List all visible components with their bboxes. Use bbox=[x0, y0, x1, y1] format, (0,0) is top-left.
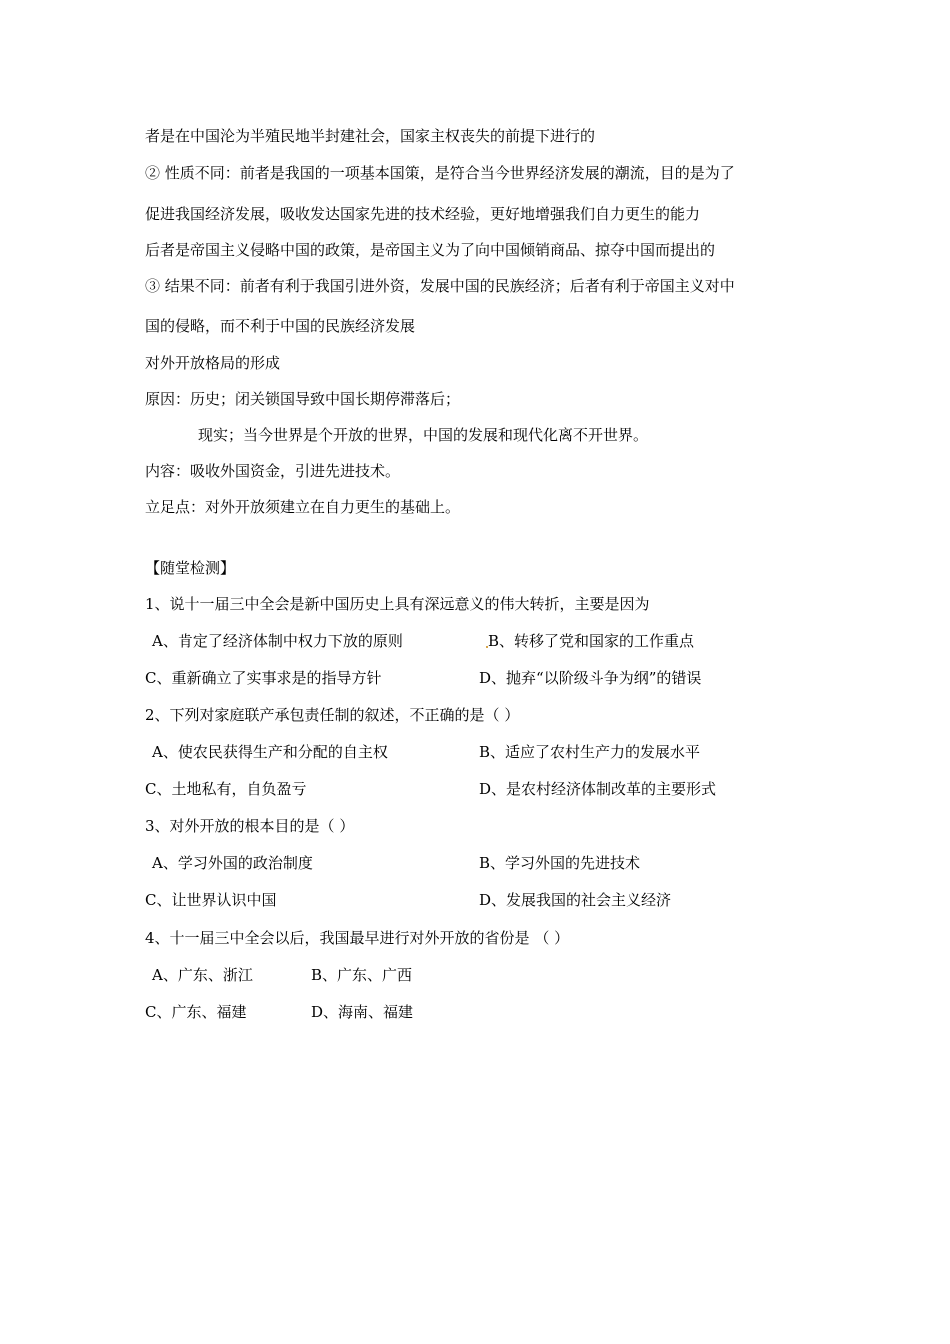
q1-stem-part-b: ，主要是因为 bbox=[559, 595, 650, 613]
opening-heading: 对外开放格局的形成 bbox=[145, 354, 281, 372]
q3-option-a: A、学习外国的政治制度 bbox=[152, 854, 313, 872]
summary-line-6: 国的侵略，而不利于中国的民族经济发展 bbox=[145, 317, 416, 335]
q4-option-a: A、广东、浙江 bbox=[152, 966, 253, 984]
q3-option-c: C、让世界认识中国 bbox=[145, 891, 277, 909]
q4-option-c: C、广东、福建 bbox=[145, 1003, 247, 1021]
q3-stem: 3、对外开放的根本目的是（ ） bbox=[145, 817, 355, 835]
q1-option-d: D、抛弃“以阶级斗争为纲”的错误 bbox=[479, 669, 702, 687]
q2-stem: 2、下列对家庭联产承包责任制的叙述，不正确的是（ ） bbox=[145, 706, 520, 724]
q4-option-b: B、广东、广西 bbox=[311, 966, 413, 984]
summary-line-5: ③ 结果不同：前者有利于我国引进外资，发展中国的民族经济；后者有利于帝国主义对中 bbox=[145, 277, 735, 295]
opening-reason-reality: 现实；当今世界是个开放的世界，中国的发展和现代化离不开世界。 bbox=[198, 426, 649, 444]
q4-stem: 4、十一届三中全会以后，我国最早进行对外开放的省份是 （ ） bbox=[145, 929, 570, 947]
q1-stem bbox=[145, 594, 650, 614]
q4-option-d: D、海南、福建 bbox=[311, 1003, 414, 1021]
q2-option-b: B、适应了农村生产力的发展水平 bbox=[479, 743, 701, 761]
opening-content: 内容：吸收外国资金，引进先进技术。 bbox=[145, 462, 401, 480]
q3-option-b: B、学习外国的先进技术 bbox=[479, 854, 641, 872]
summary-line-1: 者是在中国沦为半殖民地半封建社会，国家主权丧失的前提下进行的 bbox=[145, 127, 596, 145]
q2-option-a: A、使农民获得生产和分配的自主权 bbox=[152, 743, 388, 761]
q2-option-c: C、土地私有，自负盈亏 bbox=[145, 780, 307, 798]
quiz-heading: 【随堂检测】 bbox=[145, 559, 236, 577]
q3-option-d: D、发展我国的社会主义经济 bbox=[479, 891, 672, 909]
summary-line-4: 后者是帝国主义侵略中国的政策，是帝国主义为了向中国倾销商品、掠夺中国而提出的 bbox=[145, 241, 716, 259]
q1-option-a: A、肯定了经济体制中权力下放的原则 bbox=[152, 632, 403, 650]
summary-line-2: ② 性质不同：前者是我国的一项基本国策，是符合当今世界经济发展的潮流，目的是为了 bbox=[145, 164, 735, 182]
opening-reason-history: 原因：历史；闭关锁国导致中国长期停滞落后； bbox=[145, 390, 461, 408]
q1-option-b: B、转移了党和国家的工作重点 bbox=[488, 632, 695, 650]
q1-option-b-row bbox=[486, 631, 694, 651]
summary-line-3: 促进我国经济发展，吸收发达国家先进的技术经验，更好地增强我们自力更生的能力 bbox=[145, 205, 701, 223]
q2-option-d: D、是农村经济体制改革的主要形式 bbox=[479, 780, 717, 798]
opening-basis: 立足点：对外开放须建立在自力更生的基础上。 bbox=[145, 498, 461, 516]
q1-stem-part-a: 1、说十一届三中全会是新中国历史上具有深远意义的伟大转折 bbox=[145, 595, 560, 613]
q1-option-c: C、重新确立了实事求是的指导方针 bbox=[145, 669, 382, 687]
